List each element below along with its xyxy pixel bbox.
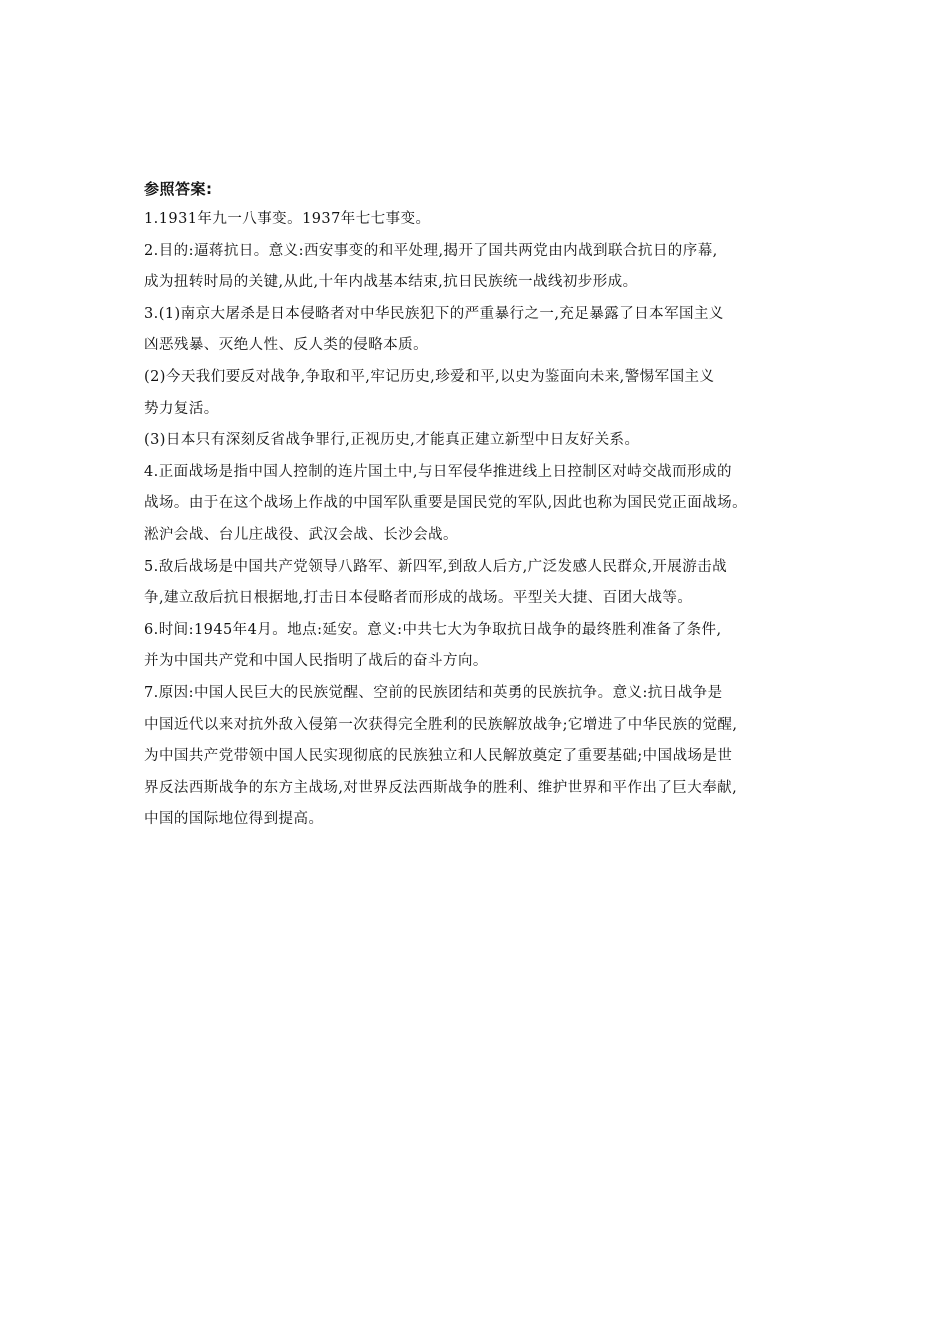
answer-line: (3)日本只有深刻反省战争罪行,正视历史,才能真正建立新型中日友好关系。 <box>144 432 640 449</box>
answer-line: 中国近代以来对抗外敌入侵第一次获得完全胜利的民族解放战争;它增进了中华民族的觉醒, <box>144 716 738 733</box>
answer-line: 势力复活。 <box>144 400 219 417</box>
answer-line: 中国的国际地位得到提高。 <box>144 811 324 828</box>
answer-line: 界反法西斯战争的东方主战场,对世界反法西斯战争的胜利、维护世界和平作出了巨大奉献, <box>144 779 738 796</box>
answer-line: 2.目的:逼蒋抗日。意义:西安事变的和平处理,揭开了国共两党由内战到联合抗日的序幕, <box>144 242 718 259</box>
answer-line: 争,建立敌后抗日根据地,打击日本侵略者而形成的战场。平型关大捷、百团大战等。 <box>144 590 693 607</box>
answer-line: (2)今天我们要反对战争,争取和平,牢记历史,珍爱和平,以史为鉴面向未来,警惕军国主义 <box>144 368 715 385</box>
answer-line: 成为扭转时局的关键,从此,十年内战基本结束,抗日民族统一战线初步形成。 <box>144 274 638 291</box>
answer-line: 凶恶残暴、灭绝人性、反人类的侵略本质。 <box>144 337 429 354</box>
answer-line: 7.原因:中国人民巨大的民族觉醒、空前的民族团结和英勇的民族抗争。意义:抗日战争是 <box>144 684 723 701</box>
answer-line: 1.1931年九一八事变。1937年七七事变。 <box>144 211 431 227</box>
answer-section <box>144 174 834 836</box>
answer-line: 淞沪会战、台儿庄战役、武汉会战、长沙会战。 <box>144 526 458 543</box>
answer-line: 战场。由于在这个战场上作战的中国军队重要是国民党的军队,因此也称为国民党正面战场。 <box>144 495 748 512</box>
answer-line: 并为中国共产党和中国人民指明了战后的奋斗方向。 <box>144 653 488 670</box>
answer-line: 4.正面战场是指中国人控制的连片国土中,与日军侵华推进线上日控制区对峙交战而形成的 <box>144 463 732 480</box>
answer-line: 为中国共产党带领中国人民实现彻底的民族独立和人民解放奠定了重要基础;中国战场是世 <box>144 748 733 765</box>
answer-line: 6.时间:1945年4月。地点:延安。意义:中共七大为争取抗日战争的最终胜利准备了条件, <box>144 621 722 638</box>
answer-line: 5.敌后战场是中国共产党领导八路军、新四军,到敌人后方,广泛发感人民群众,开展游击战 <box>144 558 728 575</box>
answer-line: 3.(1)南京大屠杀是日本侵略者对中华民族犯下的严重暴行之一,充足暴露了日本军国主义 <box>144 305 724 322</box>
answer-heading: 参照答案: <box>144 180 213 198</box>
